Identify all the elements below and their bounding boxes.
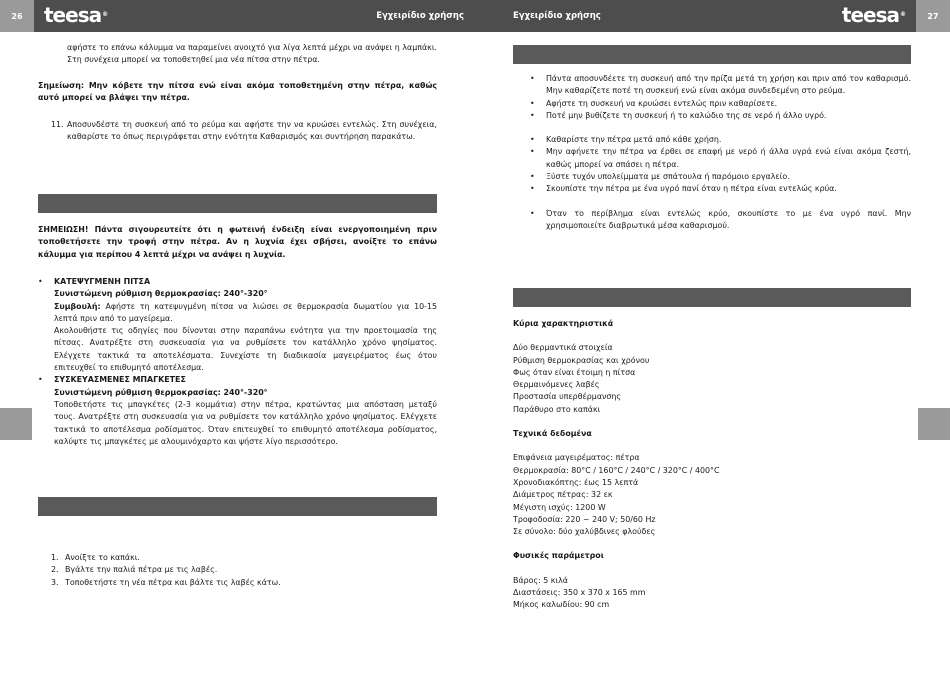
list-item: • Ποτέ μην βυθίζετε τη συσκευή ή το καλώδιο της σε νερό ή άλλο υγρό. xyxy=(530,110,911,122)
list-item: • Μην αφήνετε την πέτρα να έρθει σε επαφή με νερό ή άλλα υγρά ενώ είναι ακόμα ζεστή, καθώς μπορεί να σπάσει η πέτρα. xyxy=(530,146,911,171)
warning-paragraph: ΣΗΜΕΙΩΣΗ! Πάντα σιγουρευτείτε ότι η φωτεινή ένδειξη είναι ενεργοποιημένη πριν τοποθετήσετε την τροφή στην πέτρα. Αν η λυχνία έχει σβήσει, ανοίξτε το επάνω κάλυμμα για περίπου 4 λεπτά μέχρι να ανάψει η λυχνία. xyxy=(38,225,437,259)
header-title-left: Εγχειρίδιο χρήσης xyxy=(376,11,464,21)
header-left xyxy=(34,0,475,32)
recipe-frozen-pizza: • ΚΑΤΕΨΥΓΜΕΝΗ ΠΙΤΣΑ Συνιστώμενη ρύθμιση θερμοκρασίας: 240°-320° Συμβουλή: Αφήστε τη κατεψυγμένη πίτσα να λιώσει σε θερμοκρασία δωματίου για 10-15 λεπτά πριν από το μαγείρεμα. Ακολουθήστε τις οδηγίες που δίνονται στην παραπάνω ενότητα για την προετοιμασία της πίτσας. Ανατρέξτε στη συσκευασία για να ρυθμίσετε τον κατάλληλο χρόνο ψησίματος. Ελέγχετε τακτικά τα αποτελέσματα. Συνεχίστε τη διαδικασία μαγειρέματος έως ότου επιτευχθεί το επιθυμητό αποτέλεσμα. xyxy=(38,276,437,374)
features-heading: Κύρια χαρακτηριστικά xyxy=(513,319,614,328)
physical-heading: Φυσικές παράμετροι xyxy=(513,551,604,561)
section-bar xyxy=(38,497,437,516)
intro-paragraph: αφήστε το επάνω κάλυμμα να παραμείνει ανοιχτό για λίγα λεπτά μέχρι να ανάψει η λαμπάκι. Στη συνέχεια μπορεί να τοποθετηθεί μια νέα πίτσα στην πέτρα. xyxy=(67,43,437,65)
list-item: 2. Βγάλτε την παλιά πέτρα με τις λαβές. xyxy=(51,565,218,575)
header-title-right: Εγχειρίδιο χρήσης xyxy=(513,11,601,21)
list-item: Προστασία υπερθέρμανσης xyxy=(513,392,622,402)
header-right xyxy=(475,0,916,32)
list-item: Παράθυρο στο καπάκι xyxy=(513,404,601,414)
list-item: Ρύθμιση θερμοκρασίας και χρόνου xyxy=(513,355,650,365)
list-item: Μέγιστη ισχύς: 1200 W xyxy=(513,502,606,512)
list-item: Τροφοδοσία: 220 ~ 240 V; 50/60 Hz xyxy=(513,514,656,524)
note-paragraph: Σημείωση: Μην κόβετε την πίτσα ενώ είναι ακόμα τοποθετημένη στην πέτρα, καθώς αυτό μπορεί να βλάψει την πέτρα. xyxy=(38,81,437,103)
list-item: Δύο θερμαντικά στοιχεία xyxy=(513,343,613,353)
list-item: Μήκος καλωδίου: 90 cm xyxy=(513,600,610,610)
list-item: Διάμετρος πέτρας: 32 εκ xyxy=(513,490,613,500)
replace-stone-steps xyxy=(51,552,437,589)
recipes-list xyxy=(38,276,437,448)
brand-logo: teesa® xyxy=(841,3,905,27)
list-item: Χρονοδιακόπτης: έως 15 λεπτά xyxy=(513,477,639,487)
list-item: Βάρος: 5 κιλά xyxy=(513,575,568,585)
list-item: • Σκουπίστε την πέτρα με ένα υγρό πανί όταν η πέτρα είναι εντελώς κρύα. xyxy=(530,183,911,195)
cleaning-list xyxy=(530,73,911,232)
list-item: Θερμαινόμενες λαβές xyxy=(513,380,600,390)
step-11: 11. Αποσυνδέστε τη συσκευή από το ρεύμα και αφήστε την να κρυώσει εντελώς. Στη συνέχεια, καθαρίστε το όπως περιγράφεται στην ενότητα Καθαρισμός και συντήρηση παρακάτω. xyxy=(51,120,437,142)
brand-logo: teesa® xyxy=(44,3,108,27)
list-item: • Καθαρίστε την πέτρα μετά από κάθε χρήση. xyxy=(530,134,911,146)
list-item: Θερμοκρασία: 80°C / 160°C / 240°C / 320°C / 400°C xyxy=(513,465,720,475)
section-bar xyxy=(513,288,911,307)
recipe-baguettes: • ΣΥΣΚΕΥΑΣΜΕΝΕΣ ΜΠΑΓΚΕΤΕΣ Συνιστώμενη ρύθμιση θερμοκρασίας: 240°-320° Τοποθετήστε τις μπαγκέτες (2-3 κομμάτια) στην πέτρα, κρατώντας μια απόσταση μεταξύ τους. Ανατρέξτε στη συσκευασία για να ρυθμίσετε τον κατάλληλο χρόνο ψησίματος. Ελέγχετε τακτικά το αποτέλεσμα ροδίσματος. Όταν επιτευχθεί το επιθυμητό αποτέλεσμα ροδίσματος, καλύψτε τις μπαγκέτες με αλουμινόχαρτο και ψήστε λίγο περισσότερο. xyxy=(38,374,437,448)
list-item: Επιφάνεια μαγειρέματος: πέτρα xyxy=(513,453,640,463)
list-item: • Πάντα αποσυνδέετε τη συσκευή από την πρίζα μετά τη χρήση και πριν από τον καθαρισμό. Μην καθαρίζετε ποτέ τη συσκευή ενώ είναι ακόμα συνδεδεμένη στο ρεύμα. xyxy=(530,73,911,98)
side-tab-right xyxy=(918,408,950,440)
list-item: • Αφήστε τη συσκευή να κρυώσει εντελώς πριν καθαρίσετε. xyxy=(530,98,911,110)
list-item: 1. Ανοίξτε το καπάκι. xyxy=(51,553,140,562)
list-item: • Όταν το περίβλημα είναι εντελώς κρύο, σκουπίστε το με ένα υγρό πανί. Μην χρησιμοποιείτε διαβρωτικά μέσα καθαρισμού. xyxy=(530,208,911,233)
list-item: 3. Τοποθετήστε τη νέα πέτρα και βάλτε τις λαβές κάτω. xyxy=(51,577,281,587)
side-tab-left xyxy=(0,408,32,440)
list-item: Σε σύνολο: δύο χαλύβδινες φλούδες xyxy=(513,527,656,537)
list-item: Φως όταν είναι έτοιμη η πίτσα xyxy=(513,367,636,377)
page-number-right: 27 xyxy=(916,0,950,32)
list-item: Διαστάσεις: 350 x 370 x 165 mm xyxy=(513,588,646,598)
section-bar xyxy=(38,194,437,213)
list-item: • Ξύστε τυχόν υπολείμματα με σπάτουλα ή παρόμοιο εργαλείο. xyxy=(530,171,911,183)
tech-heading: Τεχνικά δεδομένα xyxy=(513,429,592,439)
section-bar xyxy=(513,45,911,64)
specifications xyxy=(513,318,911,612)
page-number-left: 26 xyxy=(0,0,34,32)
